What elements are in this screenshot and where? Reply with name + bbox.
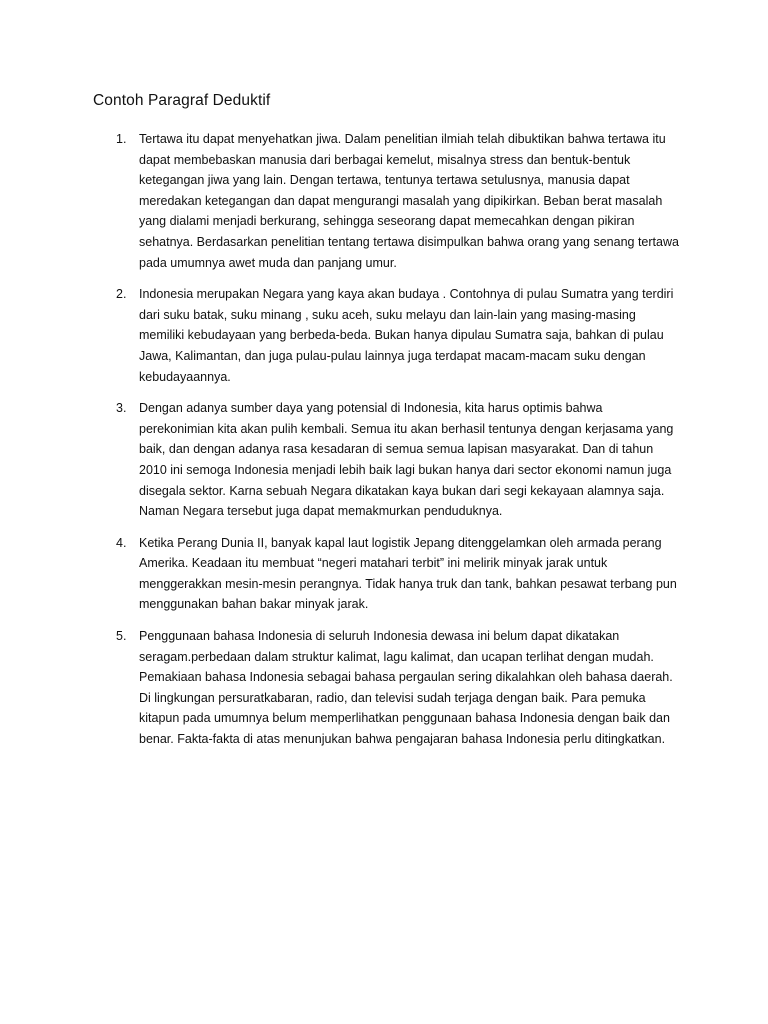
list-item	[0, 398, 768, 522]
list-item	[0, 284, 768, 387]
paragraph-text: Dengan adanya sumber daya yang potensial di Indonesia, kita harus optimis bahwa perekonimian kita akan pulih kembali. Semua itu akan berhasil tentunya dengan kerjasama yang baik, dan dengan adanya rasa kesadaran di semua semua lapisan masyarakat. Dan di tahun 2010 ini semoga Indonesia menjadi lebih baik lagi bukan hanya dari sector ekonomi namun juga disegala sektor. Karna sebuah Negara dikatakan kaya bukan dari segi kekayaan alamnya saja. Naman Negara tersebut juga dapat memakmurkan penduduknya.	[139, 401, 674, 519]
paragraph-text: Tertawa itu dapat menyehatkan jiwa. Dalam penelitian ilmiah telah dibuktikan bahwa tertawa itu dapat membebaskan manusia dari berbagai kemelut, misalnya stress dan bentuk-bentuk ketegangan jiwa yang lain. Dengan tertawa, tentunya tertawa setulusnya, manusia dapat meredakan ketegangan dan dapat mengurangi masalah yang dipikirkan. Beban berat masalah yang dialami menjadi berkurang, sehingga seseorang dapat memecahkan dengan pikiran sehatnya. Berdasarkan penelitian tentang tertawa disimpulkan bahwa orang yang senang tertawa pada umumnya awet muda dan panjang umur.	[139, 132, 679, 270]
list-item-number: 1.	[116, 132, 127, 146]
paragraph-text: Ketika Perang Dunia II, banyak kapal laut logistik Jepang ditenggelamkan oleh armada perang Amerika. Keadaan itu membuat “negeri matahari terbit” ini melirik minyak jarak untuk menggerakkan mesin-mesin perangnya. Tidak hanya truk dan tank, bahkan pesawat terbang pun menggunakan bahan bakar minyak jarak.	[139, 535, 677, 612]
list-item	[0, 129, 768, 273]
list-item-number: 4.	[116, 535, 127, 550]
paragraph-text: Indonesia merupakan Negara yang kaya akan budaya . Contohnya di pulau Sumatra yang terdiri dari suku batak, suku minang , suku aceh, suku melayu dan lain-lain yang masing-masing memiliki kebudayaan yang berbeda-beda. Bukan hanya dipulau Sumatra saja, bahkan di pulau Jawa, Kalimantan, dan juga pulau-pulau lainnya juga terdapat macam-macam suku dengan kebudayaannya.	[139, 287, 674, 384]
paragraph-text: Penggunaan bahasa Indonesia di seluruh Indonesia dewasa ini belum dapat dikatakan seragam.perbedaan dalam struktur kalimat, lagu kalimat, dan ucapan terlihat dengan mudah. Pemakiaan bahasa Indonesia sebagai bahasa pergaulan sering dikalahkan oleh bahasa daerah. Di lingkungan persuratkabaran, radio, dan televisi sudah terjaga dengan baik. Para pemuka kitapun pada umumnya belum memperlihatkan penggunaan bahasa Indonesia dengan baik dan benar. Fakta-fakta di atas menunjukan bahwa pengajaran bahasa Indonesia perlu ditingkatkan.	[139, 629, 673, 747]
paragraph-list	[0, 129, 768, 761]
list-item-number: 5.	[116, 629, 127, 644]
list-item	[0, 533, 768, 615]
list-item-number: 3.	[116, 401, 127, 416]
document-title: Contoh Paragraf Deduktif	[93, 92, 271, 109]
list-item	[0, 626, 768, 750]
list-item-number: 2.	[116, 287, 127, 302]
